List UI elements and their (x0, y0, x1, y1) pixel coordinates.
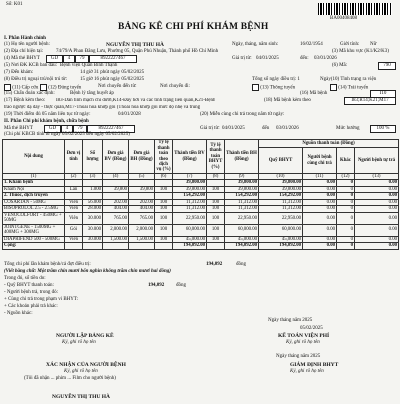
card-part: 79 (75, 55, 89, 63)
cell-ratio-dv: 100 (155, 186, 173, 193)
cell-self: 0.00 (355, 186, 399, 193)
route-through-checkbox (252, 84, 259, 91)
table-row (3, 224, 399, 236)
address-label: (2) Địa chỉ hiện tại: (4, 49, 44, 54)
barcode-text: BA00408408 (330, 16, 357, 21)
cell-unit: Lần (65, 186, 83, 193)
column-number: (1) (3, 174, 65, 180)
cell-ratio-bh (207, 243, 225, 250)
facility: Bệnh viện Quân Bình Thạnh (60, 63, 118, 68)
preparer-title: NGƯỜI LẬP BẢNG KÊ (56, 333, 114, 339)
cell-price-bh (129, 243, 155, 250)
route-right-checkbox (40, 84, 47, 91)
cell-amount-bv: 39,800.00 (173, 180, 207, 187)
cell-copay: 0.00 (303, 193, 337, 200)
card-part: GD (46, 55, 63, 63)
copay-label: + Cùng chi trả trong phạm vi BHYT: (4, 297, 79, 302)
cell-amount-bv: 194,092.00 (173, 243, 207, 250)
cell-price-bh: 1,500.00 (129, 236, 155, 243)
cell-price-bv: 404.00 (103, 206, 129, 213)
cell-price-bv: 202.00 (103, 199, 129, 206)
cell-fund: 11,312.00 (259, 199, 303, 206)
verifier-title: GIÁM ĐỊNH BHYT (290, 362, 339, 368)
patient-name: NGUYỄN THỊ THU HÀ (106, 41, 165, 48)
column-number: (11) (303, 174, 337, 180)
cell-price-bv: 1,500.00 (103, 236, 129, 243)
valid-from-label: Giá trị từ: (232, 56, 252, 61)
cell-name: Cộng: (3, 243, 65, 250)
column-number: (4) (103, 174, 129, 180)
cell-qty: 28.000 (83, 206, 103, 213)
valid-to-label: đến: (300, 56, 309, 61)
cost-card-part: GD (44, 125, 61, 133)
sign-date-value: 05/02/2025 (300, 326, 323, 331)
facility-label: (5) Nơi ĐK KCB ban đầu: (4, 63, 58, 68)
address: 74/79/A Phan Đăng Lưu, Phường 05, Quận Phú Nhuận, Thành phố Hồ Chí Minh (56, 49, 219, 54)
cell-fund: 39,800.00 (259, 186, 303, 193)
cell-self: 0.00 (355, 243, 399, 250)
cell-other: 0 (337, 193, 355, 200)
route-right-label: (12) Đúng tuyến (48, 85, 82, 91)
cell-name: 2. Thuốc, dịch truyền (3, 193, 65, 200)
cell-ratio-dv: 100 (155, 199, 173, 206)
five-years-date: 04/01/2028 (118, 112, 141, 117)
cell-fund: 194,092.00 (259, 243, 303, 250)
column-number: (10) (259, 174, 303, 180)
column-number: (13) (355, 174, 399, 180)
col-fund: Quỹ BHYT (259, 148, 303, 174)
total-in-words: (Viết bằng chữ: Một trăm chín mươi bốn nghìn không trăm chín mươi hai đồng) (4, 269, 171, 274)
gender: Nữ (370, 42, 377, 47)
col-other: Khác (337, 148, 355, 174)
cell-amount-bh: 45,000.00 (225, 236, 259, 243)
exempt-label: (20) Miễn cùng chi trả trong năm từ ngày: (200, 112, 285, 117)
cell-self: 0.00 (355, 180, 399, 187)
coverage-label: Mức hưởng (336, 126, 360, 131)
column-number: (6) (155, 174, 173, 180)
sign-date-top: Ngày tháng năm 2025 (268, 318, 313, 323)
cell-amount-bv: 11,312.00 (173, 206, 207, 213)
cell-fund: 154,292.00 (259, 193, 303, 200)
column-number: (2) (65, 174, 83, 180)
discharge-label: Ngày(10) Tình trạng ra viện (320, 77, 377, 82)
cell-copay: 0.00 (303, 224, 337, 236)
cost-valid-to: 03/01/2026 (276, 126, 299, 131)
facility-code-label: (6) Mã: (332, 63, 348, 68)
cell-price-bh: 2,000.00 (129, 224, 155, 236)
dob: 16/02/1954 (300, 42, 323, 47)
cell-other: 0 (337, 186, 355, 193)
cell-amount-bh: 60,000.00 (225, 224, 259, 236)
cell-other: 0 (337, 199, 355, 206)
cost-card-part: 79 (73, 125, 87, 133)
cell-self: 0.00 (355, 224, 399, 236)
col-sources: Nguồn thanh toán (Đồng) (259, 140, 399, 148)
cell-fund: 39,800.00 (259, 180, 303, 187)
route-wrong (330, 84, 368, 92)
cell-copay: 0.00 (303, 180, 337, 187)
cell-amount-bv: 45,000.00 (173, 236, 207, 243)
cell-name: DIAPRIFEND 500 - 500MG (3, 236, 65, 243)
form-code: Số: K01 (6, 2, 23, 7)
column-number: (7) (173, 174, 207, 180)
cell-unit (65, 243, 83, 250)
card-part: 4 (63, 55, 75, 63)
col-ratio-bh: Tỷ lệ thanh toán BHYT (%) (207, 140, 225, 174)
route-from: Nơi chuyển đến từ: (98, 84, 137, 89)
patient-confirm-hint: Ký, ghi rõ họ tên (64, 369, 98, 374)
cell-self: 0.00 (355, 212, 399, 224)
col-amount-bh: Thành tiền BH (Đồng) (225, 140, 259, 174)
cell-name: 1. Khám bệnh (3, 180, 65, 187)
cell-name: BISOPROLOL 2.5 - 2.5MG (3, 206, 65, 213)
cell-ratio-bh: 100 (207, 186, 225, 193)
cost-card-part: 8922227467 (87, 125, 135, 133)
accountant-hint: Ký, ghi rõ họ tên (286, 340, 320, 345)
route-wrong-label: (14) Trái tuyến (338, 85, 369, 91)
cell-ratio-dv: 100 (155, 236, 173, 243)
patient-pays-label: - Người bệnh trả, trong đó: (4, 290, 58, 295)
cell-ratio-dv: 100 (155, 224, 173, 236)
col-price-bv: Đơn giá BV (Đồng) (103, 140, 129, 174)
cell-self: 0.00 (355, 236, 399, 243)
column-number: (8) (207, 174, 225, 180)
emergency-label: (11) Cấp cứu (12, 85, 39, 91)
fund-label: - Quỹ BHYT thanh toán: (4, 283, 54, 288)
cost-period: (Chi phí KBCB tính từ ngày 05/02/2025 đến ngày 05/02/2025) (4, 132, 130, 137)
card-label: (4) Mã thẻ BHYT (4, 56, 40, 61)
valid-to: 03/01/2026 (314, 56, 337, 61)
cell-amount-bv: 60,000.00 (173, 224, 207, 236)
cell-self: 0.00 (355, 193, 399, 200)
verifier-hint: Ký, ghi rõ họ tên (290, 369, 324, 374)
cell-price-bv: 39,800 (103, 186, 129, 193)
cell-amount-bh: 11,312.00 (225, 206, 259, 213)
cell-copay: 0.00 (303, 236, 337, 243)
fund-unit: đồng (176, 283, 186, 288)
icd-code: I10 (370, 90, 396, 98)
cell-qty: 30.000 (83, 212, 103, 224)
total-value: 194,092 (206, 262, 223, 267)
cell-ratio-bh: 100 (207, 206, 225, 213)
cost-valid-from-label: Giá trị từ: (200, 126, 220, 131)
cell-amount-bh: 154,292.00 (225, 193, 259, 200)
secondary-codes: I83;R14;K21;M17 (344, 97, 396, 105)
cell-ratio-dv: 100 (155, 206, 173, 213)
cell-amount-bh: 11,312.00 (225, 199, 259, 206)
secondary-label: (17) Bệnh kèm theo: (4, 98, 46, 103)
table-row (3, 212, 399, 224)
cost-card-part: 4 (61, 125, 73, 133)
col-name: Nội dung (3, 140, 65, 174)
area-code-label: (3) Mã khu vực (K1/K2/K3) (332, 49, 389, 54)
cell-price-bh: 39,800 (129, 186, 155, 193)
cell-self: 0.00 (355, 199, 399, 206)
cell-self: 0.00 (355, 206, 399, 213)
fund-value: 194,092 (148, 283, 165, 288)
cost-valid-from: 04/01/2025 (222, 126, 245, 131)
emergency-checkbox (4, 84, 11, 91)
document-title: BẢNG KÊ CHI PHÍ KHÁM BỆNH (118, 22, 269, 32)
secondary-diagnosis: I83-Dãn tĩnh mạch chi dưới,K14-Đây hơi và các tình trạng liên quan,K21-Bệnh (56, 98, 216, 103)
route-through (252, 84, 295, 92)
cell-price-bv: 765.00 (103, 212, 129, 224)
icd-label: (16) Mã bệnh (300, 91, 328, 96)
cell-qty: 30.000 (83, 236, 103, 243)
cell-copay: 0.00 (303, 212, 337, 224)
sign-date-bottom: Ngày tháng năm 2025 (276, 354, 321, 359)
cost-valid-to-label: đến (262, 126, 270, 131)
cell-copay: 0.00 (303, 243, 337, 250)
col-amount-bv: Thành tiền BV (Đồng) (173, 140, 207, 174)
days-label: Tổng số ngày điều trị: 1 (252, 77, 300, 82)
cell-ratio-dv: 100 (155, 212, 173, 224)
cell-amount-bv: 22,950.00 (173, 212, 207, 224)
accountant-title: KẾ TOÁN VIỆN PHÍ (278, 333, 330, 339)
cell-fund: 11,312.00 (259, 206, 303, 213)
cell-amount-bv: 154,292.00 (173, 193, 207, 200)
cell-unit: Gói (65, 224, 83, 236)
cell-price-bh: 202.00 (129, 199, 155, 206)
column-number: (3) (83, 174, 103, 180)
patient-confirm-title: XÁC NHẬN CỦA NGƯỜI BỆNH (46, 362, 126, 368)
cell-amount-bv: 11,312.00 (173, 199, 207, 206)
patient-signature-name: NGUYỄN THỊ THU HÀ (52, 394, 111, 400)
facility-code: 790 (378, 62, 396, 70)
patient-name-label: (1) Họ tên người bệnh: (4, 42, 50, 47)
cost-table (2, 139, 399, 250)
cell-copay: 0.00 (303, 206, 337, 213)
cell-amount-bh: 194,092.00 (225, 243, 259, 250)
cell-unit: Viên (65, 236, 83, 243)
col-qty: Số lượng (83, 140, 103, 174)
cell-other: 0 (337, 212, 355, 224)
cell-ratio-bh: 100 (207, 212, 225, 224)
cell-fund: 60,000.00 (259, 224, 303, 236)
column-number: (9) (225, 174, 259, 180)
cell-qty: 30.000 (83, 224, 103, 236)
gender-label: Giới tính: (340, 42, 360, 47)
cell-amount-bh: 39,800.00 (225, 186, 259, 193)
cell-name: Khám Nội (3, 186, 65, 193)
secondary-diagnosis-cont: trào ngược dạ dày - thực quản,M17-Thoái hóa khớp gối (Thoái hóa khớp gối mức độ nhẹ và trung (4, 105, 201, 110)
secondary-code-label: (18) Mã bệnh kèm theo (264, 98, 311, 103)
cell-qty: 56.000 (83, 199, 103, 206)
cell-fund: 45,000.00 (259, 236, 303, 243)
dob-label: Ngày, tháng, năm sinh: (232, 42, 279, 47)
col-ratio-dv: Tỷ lệ thanh toán theo dịch vụ (%) (156, 140, 171, 173)
route-through-label: (13) Thông tuyến (260, 85, 296, 91)
cell-price-bv (103, 243, 129, 250)
barcode (318, 3, 392, 15)
col-unit: Đơn vị tính (65, 140, 83, 174)
coverage-level: 100 % (370, 125, 396, 133)
section-cost-label: II. Phần Chi phí khám bệnh, chữa bệnh (4, 119, 89, 124)
cell-copay: 0.00 (303, 186, 337, 193)
cost-card-label: Mã thẻ BHYT (4, 126, 33, 131)
cell-amount-bv: 39,800.00 (173, 186, 207, 193)
treatment-label: (8) Điều trị ngoại trú/nội trú từ: (4, 77, 67, 82)
cell-price-bh: 404.00 (129, 206, 155, 213)
valid-from: 04/01/2025 (256, 56, 279, 61)
diagnosis-label: (15) Chẩn đoán xác định: (4, 91, 55, 96)
total-label: Tổng chi phí lần khám bệnh/cả đợt điều trị: (4, 262, 91, 267)
cell-other: 0 (337, 243, 355, 250)
cell-ratio-bh: 100 (207, 199, 225, 206)
cell-fund: 22,950.00 (259, 212, 303, 224)
cell-price-bh: 765.00 (129, 212, 155, 224)
cell-ratio-bh: 100 (207, 224, 225, 236)
cell-amount-bh: 22,950.00 (225, 212, 259, 224)
treatment-time: 15 giờ 16 phút ngày 05/02/2025 (80, 77, 145, 82)
cell-ratio-bh: 100 (207, 236, 225, 243)
cell-price-bv: 2,000.00 (103, 224, 129, 236)
column-number: (12) (337, 174, 355, 180)
section-admin-label: I. Phần Hành chính (4, 36, 46, 41)
cell-unit: Viên (65, 212, 83, 224)
route-to: Nơi chuyển đi: (160, 84, 190, 89)
diagnosis: Bệnh lý tăng huyết áp (70, 91, 114, 96)
cell-qty (83, 243, 103, 250)
column-number: (5) (129, 174, 155, 180)
visit-time: 14 giờ 31 phút ngày 05/02/2025 (80, 70, 145, 75)
cell-name: VENOCOLFORT - 450MG + 50MG (3, 212, 65, 224)
cell-other: 0 (337, 236, 355, 243)
other-source-label: - Nguồn khác: (4, 311, 33, 316)
col-self: Người bệnh tự trả (355, 148, 399, 174)
cell-name: COSARTAN - 50MG (3, 199, 65, 206)
cell-qty: 1.000 (83, 186, 103, 193)
preparer-hint: Ký, ghi rõ họ tên (62, 340, 96, 345)
patient-confirm-note: (Tôi đã nhận ... phim ... Film cho người bệnh) (24, 376, 116, 381)
visit-label: (7) Đến khám: (4, 70, 34, 75)
col-copay: Người bệnh cùng chi trả (303, 148, 337, 174)
cell-name: JOINTGENE - 1500MG + 400MG + 300MG (3, 224, 65, 236)
card-part: 8922227467 (89, 55, 137, 63)
table-total-row (3, 243, 399, 250)
five-years-label: (19) Thời điểm đủ 05 năm liên tục từ ngày: (4, 112, 91, 117)
cell-ratio-dv (155, 243, 173, 250)
total-unit: đồng (236, 262, 246, 267)
cell-other: 0 (337, 180, 355, 187)
other-payments-label: + Các khoản phải trả khác: (4, 304, 58, 309)
breakdown-label: Trong đó, số tiền do: (4, 276, 46, 281)
cell-amount-bh: 39,800.00 (225, 180, 259, 187)
cell-unit: Viên (65, 199, 83, 206)
cell-copay: 0.00 (303, 199, 337, 206)
cell-other: 0 (337, 224, 355, 236)
route-wrong-checkbox (330, 84, 337, 91)
cell-unit: Viên (65, 206, 83, 213)
cell-other: 0 (337, 206, 355, 213)
col-price-bh: Đơn giá BH (Đồng) (129, 140, 155, 174)
